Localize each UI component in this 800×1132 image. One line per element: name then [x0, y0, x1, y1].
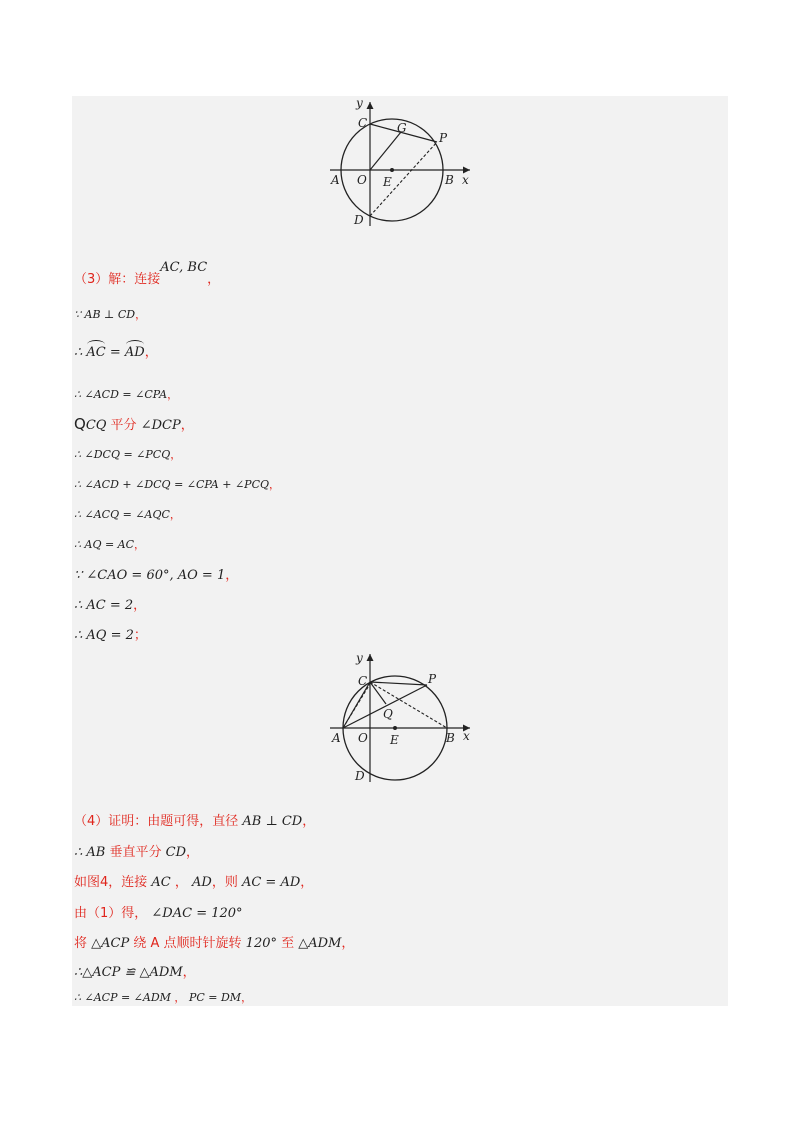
- label-y: y: [356, 651, 363, 665]
- label-P: P: [439, 131, 448, 145]
- line-figure4-connect: 如图4，连接 AC ， AD，则 AC = AD，: [74, 875, 314, 890]
- line-congruent: ∴△ACP ≌ △ADM，: [74, 965, 196, 980]
- label-C: C: [358, 116, 368, 130]
- label-y: y: [356, 96, 363, 110]
- label-x: x: [462, 173, 469, 187]
- line-aq-eq-ac: ∴ AQ = AC，: [74, 538, 146, 551]
- segment-CB-dashed: [370, 682, 447, 728]
- segment-CP: [370, 682, 427, 685]
- label-D: D: [355, 769, 365, 783]
- label-E: E: [390, 733, 399, 747]
- solution-panel: [72, 96, 728, 1006]
- label-G: G: [397, 121, 407, 135]
- label-D: D: [354, 213, 364, 227]
- label-O: O: [357, 173, 367, 187]
- label-B: B: [445, 173, 454, 187]
- line-angle-acd-cpa: ∴ ∠ACD = ∠CPA，: [74, 388, 179, 401]
- figure-circle-2: [320, 648, 480, 784]
- point-E: [390, 168, 394, 172]
- point-E: [393, 726, 397, 730]
- line-ab-perp-cd: ∵ AB ⊥ CD，: [74, 308, 147, 321]
- figure-circle-1: [320, 96, 480, 232]
- line-perp-bisector: ∴ AB 垂直平分 CD，: [74, 845, 200, 860]
- line-acp-adm: ∴ ∠ACP = ∠ADM ， PC = DM，: [74, 991, 253, 1004]
- line-aq-2: ∴ AQ = 2；: [74, 628, 147, 643]
- label-A: A: [332, 731, 341, 745]
- line-arc-equal: ∴ AC = AD，: [74, 345, 158, 360]
- line-angle-acq-aqc: ∴ ∠ACQ = ∠AQC，: [74, 508, 181, 521]
- label-x: x: [463, 729, 470, 743]
- label-A: A: [331, 173, 340, 187]
- label-B: B: [446, 731, 455, 745]
- line-from-part1: 由（1）得， ∠DAC = 120°: [74, 906, 243, 921]
- line-cq-bisects: QCQ 平分 ∠DCP，: [74, 415, 194, 433]
- label-C: C: [358, 674, 368, 688]
- line-rotate: 将 △ACP 绕 A 点顺时针旋转 120° 至 △ADM，: [74, 936, 355, 951]
- label-P: P: [428, 672, 437, 686]
- line-angle-sum: ∴ ∠ACD + ∠DCQ = ∠CPA + ∠PCQ，: [74, 478, 281, 491]
- line-3-connect: （3）解：连接AC, BC，: [74, 260, 221, 287]
- label-E: E: [383, 175, 392, 189]
- line-cao-60: ∵ ∠CAO = 60°, AO = 1，: [74, 568, 239, 583]
- segment-OG: [370, 132, 401, 170]
- line-ac-2: ∴ AC = 2，: [74, 598, 147, 613]
- segment-CQ: [370, 682, 386, 704]
- label-O: O: [358, 731, 368, 745]
- line-angle-dcq-pcq: ∴ ∠DCQ = ∠PCQ，: [74, 448, 182, 461]
- segment-DP-dashed: [370, 142, 437, 216]
- label-Q: Q: [383, 707, 393, 721]
- line-4-proof: （4）证明：由题可得，直径 AB ⊥ CD，: [74, 814, 316, 829]
